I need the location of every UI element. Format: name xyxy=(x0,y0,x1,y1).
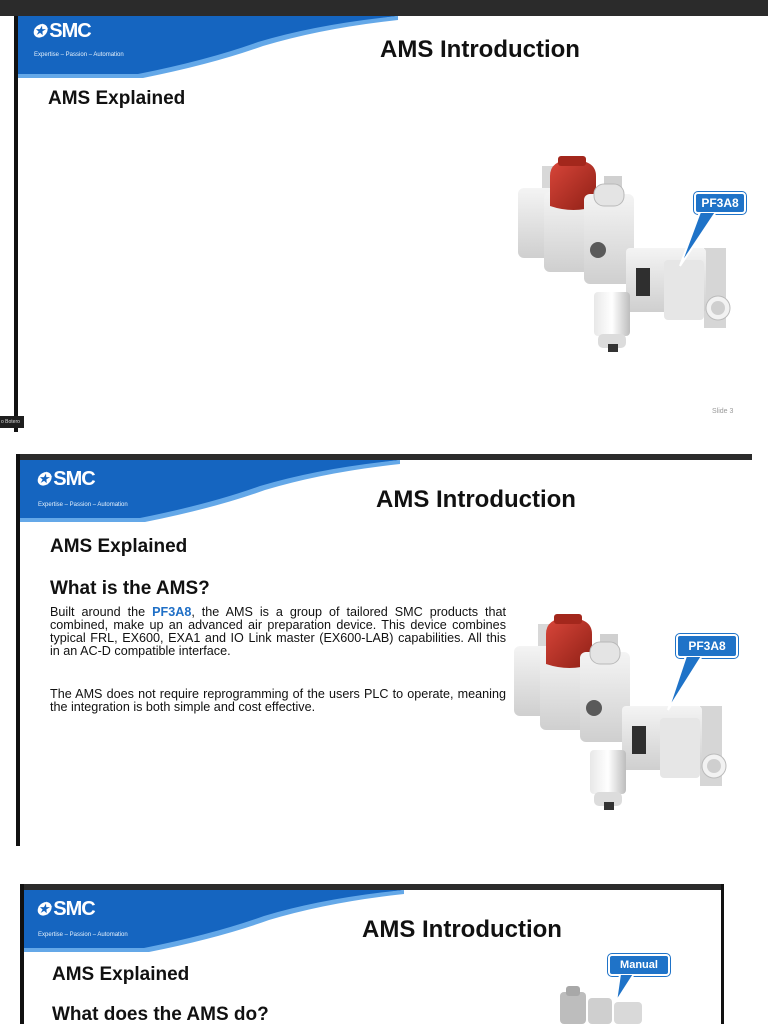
slide-2 xyxy=(16,454,752,846)
callout-manual: Manual xyxy=(608,954,670,976)
subheading: What is the AMS? xyxy=(50,578,210,599)
logo-brand: SMC xyxy=(53,898,95,920)
section-heading: AMS Explained xyxy=(50,536,188,557)
slide-3 xyxy=(20,884,724,1024)
smc-logo xyxy=(36,898,95,921)
slide-title: AMS Introduction xyxy=(376,486,576,513)
slide-title: AMS Introduction xyxy=(380,36,580,63)
para1-highlight: PF3A8 xyxy=(152,605,192,619)
smc-swirl-icon: ✪ xyxy=(36,899,50,919)
logo-tagline: Expertise – Passion – Automation xyxy=(38,502,128,508)
slide-1 xyxy=(14,16,768,432)
callout-pointer xyxy=(666,656,706,712)
participant-name-label: o Botero xyxy=(0,416,24,428)
logo-brand: SMC xyxy=(49,20,91,42)
section-heading: AMS Explained xyxy=(52,964,190,985)
slide-right-edge xyxy=(721,884,724,1024)
ams-product-image-partial xyxy=(550,984,660,1024)
smc-swirl-icon: ✪ xyxy=(36,469,50,489)
paragraph-2: The AMS does not require reprogramming of the users PLC to operate, meaning the integration is both simple and cost effective. xyxy=(50,687,506,714)
slide-title: AMS Introduction xyxy=(362,916,562,943)
paragraph-1 xyxy=(50,606,506,658)
para1-text-start: Built around the xyxy=(50,605,153,619)
smc-logo xyxy=(36,468,95,491)
smc-logo xyxy=(32,20,91,43)
callout-pf3a8: PF3A8 xyxy=(676,634,738,658)
logo-brand: SMC xyxy=(53,468,95,490)
window-top-bar xyxy=(0,0,768,16)
section-heading: AMS Explained xyxy=(48,88,186,109)
logo-tagline: Expertise – Passion – Automation xyxy=(34,52,124,58)
logo-tagline: Expertise – Passion – Automation xyxy=(38,932,128,938)
callout-pointer xyxy=(678,212,718,268)
para1-text-end: , the AMS is a group of tailored SMC products that combined, make up an advanced air preparation device. This device combines typical FRL, EX600, EXA1 and IO Link master (EX600-LAB) capabilities. All this in an AC-D compatible interface. xyxy=(50,605,506,658)
subheading: What does the AMS do? xyxy=(52,1004,269,1024)
slide-number: Slide 3 xyxy=(712,408,734,415)
smc-swirl-icon: ✪ xyxy=(32,21,46,41)
slide-left-edge xyxy=(14,16,18,432)
callout-pf3a8: PF3A8 xyxy=(694,192,746,214)
